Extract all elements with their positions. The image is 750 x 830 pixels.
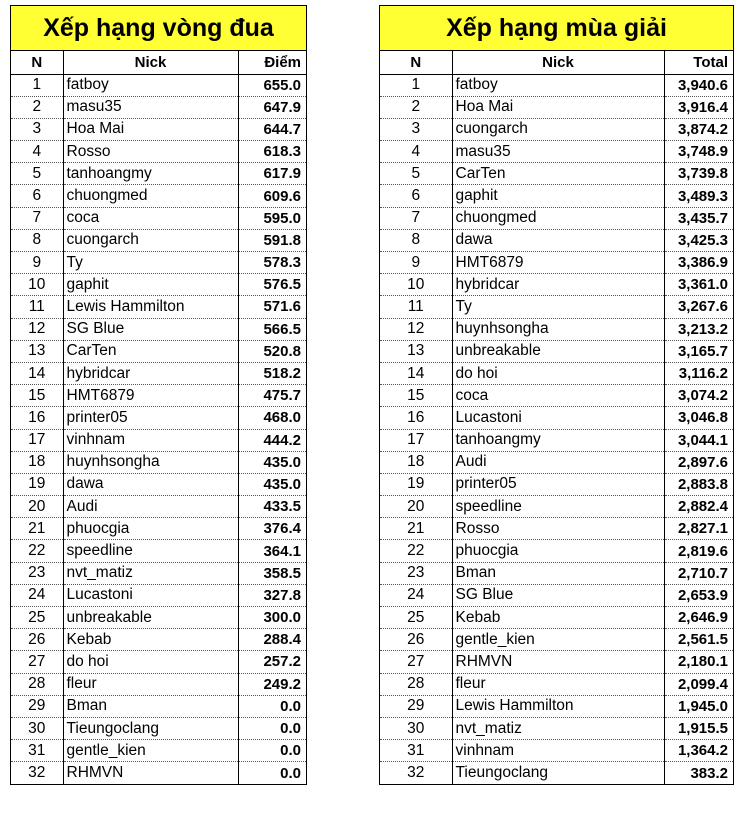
rank-cell: 32 (407, 764, 425, 782)
nick-cell: Rosso (63, 141, 238, 163)
table-row (380, 74, 733, 96)
nick-cell: gaphit (452, 185, 664, 207)
rank-cell: 13 (11, 340, 63, 362)
race-ranking-body (11, 74, 306, 784)
nick-cell: SG Blue (63, 318, 238, 340)
rank-cell: 14 (380, 362, 452, 384)
nick-cell: Ty (63, 252, 238, 274)
table-row (11, 762, 306, 784)
table-row (11, 385, 306, 407)
score-cell: 591.8 (238, 229, 306, 251)
rank-cell: 4 (380, 141, 452, 163)
rank-cell: 10 (380, 274, 452, 296)
nick-cell: cuongarch (452, 118, 664, 140)
score-cell: 2,561.5 (664, 629, 733, 651)
score-cell: 3,916.4 (664, 96, 733, 118)
table-row (11, 473, 306, 495)
score-cell: 566.5 (238, 318, 306, 340)
nick-cell: Lewis Hammilton (452, 695, 664, 717)
nick-cell: huynhsongha (452, 318, 664, 340)
rank-cell: 4 (11, 141, 63, 163)
score-cell: 571.6 (238, 296, 306, 318)
score-cell: 475.7 (238, 385, 306, 407)
table-row (380, 96, 733, 118)
table-row (380, 651, 733, 673)
table-row (11, 496, 306, 518)
table-row (11, 673, 306, 695)
table-row (11, 340, 306, 362)
nick-cell: phuocgia (452, 540, 664, 562)
table-row (380, 518, 733, 540)
rank-cell: 9 (11, 252, 63, 274)
rank-cell: 29 (11, 695, 63, 717)
table-row (11, 362, 306, 384)
col-header-total: Total (664, 51, 733, 74)
score-cell: 364.1 (238, 540, 306, 562)
nick-cell: gaphit (63, 274, 238, 296)
score-cell: 3,046.8 (664, 407, 733, 429)
table-row (11, 607, 306, 629)
rank-cell: 6 (380, 185, 452, 207)
nick-cell: nvt_matiz (63, 562, 238, 584)
nick-cell: CarTen (452, 163, 664, 185)
score-cell: 578.3 (238, 252, 306, 274)
score-cell: 3,213.2 (664, 318, 733, 340)
nick-cell: chuongmed (63, 185, 238, 207)
rank-cell: 23 (11, 562, 63, 584)
rank-cell: 1 (11, 74, 63, 96)
nick-cell: RHMVN (63, 762, 238, 784)
score-cell: 288.4 (238, 629, 306, 651)
col-header-score: Điểm (238, 51, 306, 74)
score-cell: 520.8 (238, 340, 306, 362)
nick-cell: vinhnam (63, 429, 238, 451)
rank-cell: 31 (11, 740, 63, 762)
table-row (380, 562, 733, 584)
nick-cell: phuocgia (63, 518, 238, 540)
race-ranking-table (11, 51, 306, 784)
table-row (11, 429, 306, 451)
score-cell: 376.4 (238, 518, 306, 540)
score-cell: 2,653.9 (664, 584, 733, 606)
table-row (11, 229, 306, 251)
score-cell: 644.7 (238, 118, 306, 140)
rank-cell: 18 (380, 451, 452, 473)
table-row (380, 141, 733, 163)
nick-cell: printer05 (452, 473, 664, 495)
table-row (380, 207, 733, 229)
table-row (11, 629, 306, 651)
score-cell: 468.0 (238, 407, 306, 429)
nick-cell: fleur (63, 673, 238, 695)
col-header-n: N (11, 51, 63, 74)
table-row (380, 163, 733, 185)
table-row (380, 296, 733, 318)
rank-cell: 5 (380, 163, 452, 185)
table-row (380, 340, 733, 362)
table-row (380, 185, 733, 207)
score-cell: 3,739.8 (664, 163, 733, 185)
table-row (380, 407, 733, 429)
rank-cell: 5 (11, 163, 63, 185)
rank-cell: 11 (380, 296, 452, 318)
rank-cell: 19 (11, 473, 63, 495)
rank-cell: 3 (11, 118, 63, 140)
nick-cell: gentle_kien (63, 740, 238, 762)
nick-cell: hybridcar (63, 362, 238, 384)
table-row (380, 762, 733, 784)
rank-cell: 21 (11, 518, 63, 540)
season-ranking-title: Xếp hạng mùa giải (380, 6, 733, 51)
score-cell: 3,425.3 (664, 229, 733, 251)
table-header-row (380, 51, 733, 74)
table-row (11, 451, 306, 473)
score-cell: 3,267.6 (664, 296, 733, 318)
rank-cell: 1 (380, 74, 452, 96)
rank-cell: 20 (11, 496, 63, 518)
score-cell: 1,915.5 (664, 717, 733, 739)
rank-cell: 32 (28, 764, 46, 782)
rank-cell: 12 (11, 318, 63, 340)
nick-cell: Lewis Hammilton (63, 296, 238, 318)
score-cell: 2,883.8 (664, 473, 733, 495)
rank-cell: 26 (11, 629, 63, 651)
nick-cell: Kebab (452, 607, 664, 629)
table-row (11, 407, 306, 429)
score-cell: 2,827.1 (664, 518, 733, 540)
nick-cell: tanhoangmy (452, 429, 664, 451)
nick-cell: Bman (63, 695, 238, 717)
table-row (380, 362, 733, 384)
nick-cell: vinhnam (452, 740, 664, 762)
nick-cell: chuongmed (452, 207, 664, 229)
rank-cell: 26 (380, 629, 452, 651)
rank-cell: 28 (380, 673, 452, 695)
nick-cell: tanhoangmy (63, 163, 238, 185)
nick-cell: Ty (452, 296, 664, 318)
rank-cell: 12 (380, 318, 452, 340)
rank-cell: 13 (380, 340, 452, 362)
score-cell: 327.8 (238, 584, 306, 606)
rank-cell: 10 (11, 274, 63, 296)
rank-cell: 30 (380, 717, 452, 739)
table-row (11, 118, 306, 140)
score-cell: 2,710.7 (664, 562, 733, 584)
score-cell: 249.2 (238, 673, 306, 695)
season-ranking-table (380, 51, 733, 784)
score-cell: 2,819.6 (664, 540, 733, 562)
score-cell: 3,044.1 (664, 429, 733, 451)
table-row (11, 651, 306, 673)
nick-cell: fleur (452, 673, 664, 695)
rank-cell: 2 (380, 96, 452, 118)
table-row (11, 562, 306, 584)
nick-cell: fatboy (63, 74, 238, 96)
rank-cell: 22 (380, 540, 452, 562)
rank-cell: 27 (11, 651, 63, 673)
rank-cell: 7 (380, 207, 452, 229)
score-cell: 2,180.1 (664, 651, 733, 673)
score-cell: 655.0 (238, 74, 306, 96)
rank-cell: 20 (380, 496, 452, 518)
nick-cell: CarTen (63, 340, 238, 362)
score-cell: 300.0 (238, 607, 306, 629)
table-row (380, 274, 733, 296)
rank-cell: 23 (380, 562, 452, 584)
rank-cell: 8 (380, 229, 452, 251)
score-cell: 257.2 (238, 651, 306, 673)
nick-cell: coca (63, 207, 238, 229)
table-row (380, 607, 733, 629)
table-row (380, 385, 733, 407)
score-cell: 3,074.2 (664, 385, 733, 407)
score-cell: 3,489.3 (664, 185, 733, 207)
nick-cell: printer05 (63, 407, 238, 429)
score-cell: 0.0 (238, 762, 306, 784)
nick-cell: Hoa Mai (452, 96, 664, 118)
table-row (11, 185, 306, 207)
rank-cell: 24 (11, 584, 63, 606)
rank-cell: 14 (11, 362, 63, 384)
nick-cell: SG Blue (452, 584, 664, 606)
score-cell: 576.5 (238, 274, 306, 296)
table-row (380, 496, 733, 518)
rank-cell: 8 (11, 229, 63, 251)
score-cell: 518.2 (238, 362, 306, 384)
rank-cell: 9 (380, 252, 452, 274)
score-cell: 3,940.6 (664, 74, 733, 96)
score-cell: 3,361.0 (664, 274, 733, 296)
table-row (11, 141, 306, 163)
table-row (11, 207, 306, 229)
score-cell: 2,099.4 (664, 673, 733, 695)
rank-cell: 27 (380, 651, 452, 673)
rank-cell: 25 (380, 607, 452, 629)
table-row (380, 118, 733, 140)
rank-cell: 6 (11, 185, 63, 207)
nick-cell: coca (452, 385, 664, 407)
col-header-n: N (380, 51, 452, 74)
rank-cell: 31 (380, 740, 452, 762)
table-row (380, 451, 733, 473)
rank-cell: 3 (380, 118, 452, 140)
table-row (380, 540, 733, 562)
score-cell: 2,646.9 (664, 607, 733, 629)
nick-cell: Lucastoni (452, 407, 664, 429)
score-cell: 0.0 (238, 740, 306, 762)
nick-cell: Tieungoclang (452, 762, 664, 784)
score-cell: 3,748.9 (664, 141, 733, 163)
nick-cell: gentle_kien (452, 629, 664, 651)
table-row (380, 229, 733, 251)
score-cell: 2,897.6 (664, 451, 733, 473)
score-cell: 435.0 (238, 451, 306, 473)
nick-cell: Lucastoni (63, 584, 238, 606)
rank-cell: 16 (11, 407, 63, 429)
score-cell: 3,435.7 (664, 207, 733, 229)
rank-cell: 2 (11, 96, 63, 118)
table-row (11, 518, 306, 540)
table-row (380, 629, 733, 651)
score-cell: 383.2 (664, 762, 733, 784)
nick-cell: do hoi (452, 362, 664, 384)
season-ranking-body (380, 74, 733, 784)
score-cell: 617.9 (238, 163, 306, 185)
table-row (380, 740, 733, 762)
nick-cell: dawa (63, 473, 238, 495)
nick-cell: fatboy (452, 74, 664, 96)
table-row (380, 473, 733, 495)
table-row (380, 252, 733, 274)
nick-cell: dawa (452, 229, 664, 251)
nick-cell: unbreakable (63, 607, 238, 629)
table-row (380, 673, 733, 695)
score-cell: 435.0 (238, 473, 306, 495)
score-cell: 433.5 (238, 496, 306, 518)
score-cell: 609.6 (238, 185, 306, 207)
rank-cell: 18 (11, 451, 63, 473)
table-row (11, 695, 306, 717)
nick-cell: speedline (452, 496, 664, 518)
rank-cell: 24 (380, 584, 452, 606)
score-cell: 3,386.9 (664, 252, 733, 274)
score-cell: 0.0 (238, 695, 306, 717)
nick-cell: Bman (452, 562, 664, 584)
table-row (11, 163, 306, 185)
rank-cell: 22 (11, 540, 63, 562)
table-row (380, 584, 733, 606)
col-header-nick: Nick (63, 51, 238, 74)
table-row (11, 717, 306, 739)
table-row (380, 695, 733, 717)
nick-cell: Audi (452, 451, 664, 473)
nick-cell: Kebab (63, 629, 238, 651)
rank-cell: 7 (11, 207, 63, 229)
table-row (11, 74, 306, 96)
table-header-row (11, 51, 306, 74)
rank-cell: 16 (380, 407, 452, 429)
rank-cell: 15 (380, 385, 452, 407)
table-row (11, 96, 306, 118)
table-row (380, 318, 733, 340)
nick-cell: do hoi (63, 651, 238, 673)
rank-cell: 28 (11, 673, 63, 695)
rank-cell: 19 (380, 473, 452, 495)
nick-cell: Hoa Mai (63, 118, 238, 140)
table-row (11, 740, 306, 762)
nick-cell: RHMVN (452, 651, 664, 673)
table-row (380, 429, 733, 451)
table-row (11, 540, 306, 562)
nick-cell: Tieungoclang (63, 717, 238, 739)
col-header-nick: Nick (452, 51, 664, 74)
score-cell: 3,116.2 (664, 362, 733, 384)
table-row (11, 296, 306, 318)
score-cell: 444.2 (238, 429, 306, 451)
nick-cell: HMT6879 (452, 252, 664, 274)
rank-cell: 17 (11, 429, 63, 451)
rank-cell: 15 (11, 385, 63, 407)
rank-cell: 30 (11, 717, 63, 739)
rank-cell: 17 (380, 429, 452, 451)
score-cell: 358.5 (238, 562, 306, 584)
nick-cell: speedline (63, 540, 238, 562)
table-row (11, 584, 306, 606)
table-row (380, 717, 733, 739)
score-cell: 647.9 (238, 96, 306, 118)
nick-cell: huynhsongha (63, 451, 238, 473)
table-row (11, 252, 306, 274)
rank-cell: 25 (11, 607, 63, 629)
season-ranking-panel (379, 5, 734, 785)
table-row (11, 274, 306, 296)
score-cell: 3,165.7 (664, 340, 733, 362)
nick-cell: HMT6879 (63, 385, 238, 407)
rank-cell: 21 (380, 518, 452, 540)
nick-cell: hybridcar (452, 274, 664, 296)
table-row (11, 318, 306, 340)
nick-cell: unbreakable (452, 340, 664, 362)
score-cell: 1,364.2 (664, 740, 733, 762)
race-ranking-title: Xếp hạng vòng đua (11, 6, 306, 51)
nick-cell: Rosso (452, 518, 664, 540)
nick-cell: cuongarch (63, 229, 238, 251)
rank-cell: 11 (11, 296, 63, 318)
nick-cell: masu35 (63, 96, 238, 118)
score-cell: 2,882.4 (664, 496, 733, 518)
nick-cell: Audi (63, 496, 238, 518)
score-cell: 3,874.2 (664, 118, 733, 140)
nick-cell: masu35 (452, 141, 664, 163)
race-ranking-panel (10, 5, 307, 785)
score-cell: 1,945.0 (664, 695, 733, 717)
rank-cell: 29 (380, 695, 452, 717)
score-cell: 618.3 (238, 141, 306, 163)
nick-cell: nvt_matiz (452, 717, 664, 739)
score-cell: 0.0 (238, 717, 306, 739)
score-cell: 595.0 (238, 207, 306, 229)
